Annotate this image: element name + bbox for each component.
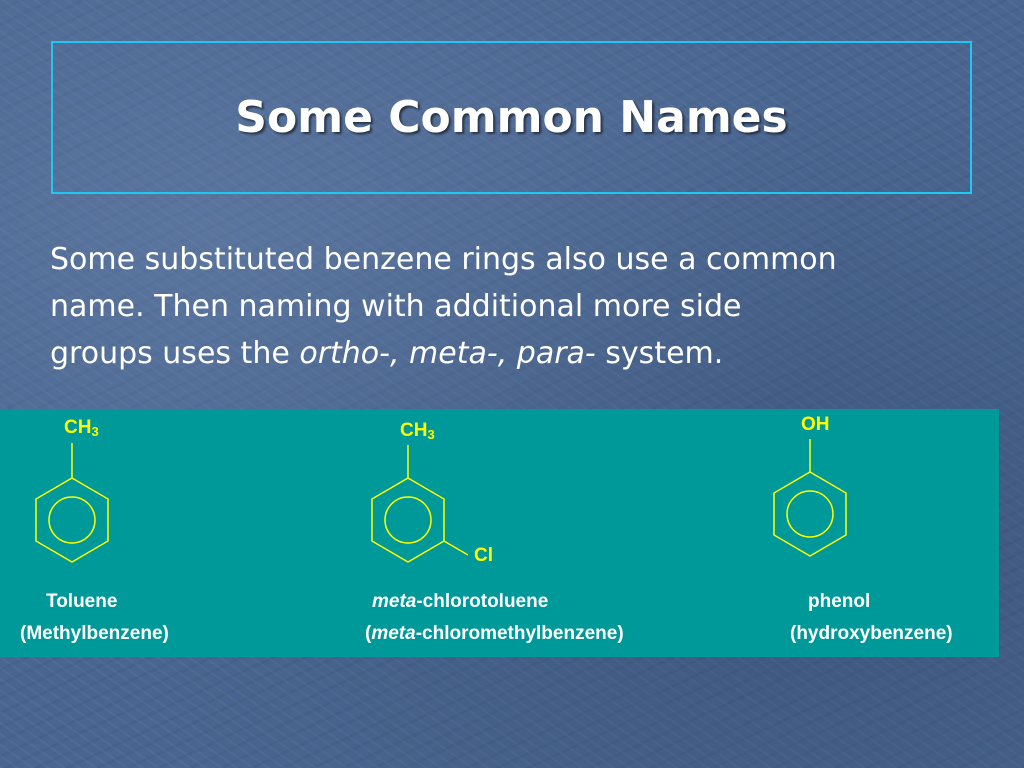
mct-alt-rest: -chloromethylbenzene) xyxy=(415,623,624,644)
phenol-name: phenol xyxy=(808,591,871,612)
mct-alt-italic: meta xyxy=(371,623,416,644)
toluene-alt-name: (Methylbenzene) xyxy=(20,623,169,644)
toluene-ch3-subscript: 3 xyxy=(91,424,99,439)
toluene-hexagon xyxy=(36,478,108,562)
body-line-3-italic: ortho-, meta-, para- xyxy=(299,336,596,371)
toluene-benzene-ring xyxy=(34,443,114,563)
mct-alt-name xyxy=(365,623,624,645)
mct-name-italic: meta xyxy=(372,591,417,612)
phenol-benzene-ring xyxy=(772,439,852,554)
body-line-3 xyxy=(50,330,990,377)
mct-ch3-subscript: 3 xyxy=(427,427,435,442)
mct-hexagon xyxy=(372,478,444,562)
mct-alt-open: ( xyxy=(365,623,372,644)
mct-substituent-ch3 xyxy=(400,420,435,442)
body-line-3-prefix: groups uses the xyxy=(50,336,300,371)
title-box xyxy=(51,41,972,194)
mct-name xyxy=(372,591,548,613)
toluene-name: Toluene xyxy=(46,591,118,612)
slide-title: Some Common Names xyxy=(235,92,788,143)
mct-benzene-ring xyxy=(370,445,480,560)
body-line-1: Some substituted benzene rings also use a common xyxy=(50,242,837,277)
mct-aromatic-circle xyxy=(385,497,431,543)
body-line-3-suffix: system. xyxy=(595,336,724,371)
toluene-substituent-ch3 xyxy=(64,417,99,439)
phenol-aromatic-circle xyxy=(787,491,833,537)
body-paragraph xyxy=(50,236,990,377)
mct-substituent-cl: Cl xyxy=(474,545,493,566)
mct-bond-cl xyxy=(444,541,468,555)
structures-panel xyxy=(0,409,999,657)
mct-name-rest: -chlorotoluene xyxy=(416,591,549,612)
toluene-ch-text: CH xyxy=(64,417,92,438)
mct-ch-text: CH xyxy=(400,420,428,441)
body-line-2: name. Then naming with additional more side xyxy=(50,289,742,324)
phenol-substituent-oh: OH xyxy=(801,414,830,435)
phenol-alt-name: (hydroxybenzene) xyxy=(790,623,953,644)
toluene-aromatic-circle xyxy=(49,497,95,543)
phenol-hexagon xyxy=(774,472,846,556)
